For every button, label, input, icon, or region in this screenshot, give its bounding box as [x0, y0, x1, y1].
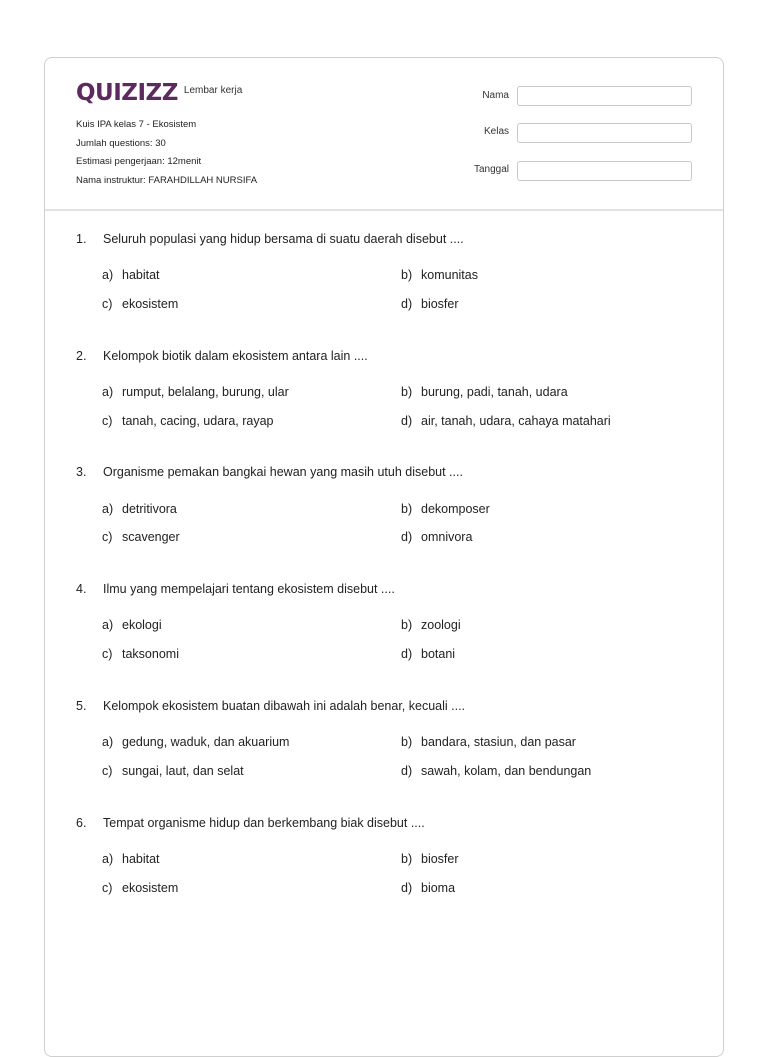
option-c[interactable]: c) ekosistem	[102, 297, 179, 311]
question-text: Organisme pemakan bangkai hewan yang masih utuh disebut ....	[103, 465, 463, 479]
question-number: 3.	[76, 465, 87, 479]
question-2	[76, 349, 696, 428]
option-c[interactable]: c) sungai, laut, dan selat	[102, 764, 244, 778]
option-b[interactable]: b) biosfer	[401, 852, 459, 866]
brand	[76, 80, 242, 106]
date-field[interactable]	[517, 161, 692, 181]
question-text: Kelompok biotik dalam ekosistem antara lain ....	[103, 349, 368, 363]
question-number: 1.	[76, 232, 87, 246]
date-label: Tanggal	[473, 164, 509, 175]
question-5	[76, 699, 696, 778]
question-number: 2.	[76, 349, 87, 363]
option-d[interactable]: d) omnivora	[401, 530, 473, 544]
sheet-type-label: Lembar kerja	[183, 85, 243, 96]
question-4	[76, 582, 696, 661]
option-c[interactable]: c) ekosistem	[102, 881, 179, 895]
option-b[interactable]: b) zoologi	[401, 618, 461, 632]
option-a[interactable]: a) gedung, waduk, dan akuarium	[102, 735, 290, 749]
question-text: Tempat organisme hidup dan berkembang biak disebut ....	[103, 816, 425, 830]
option-c[interactable]: c) scavenger	[102, 530, 180, 544]
option-b[interactable]: b) dekomposer	[401, 502, 490, 516]
name-label: Nama	[482, 90, 509, 101]
instructor-name: Nama instruktur: FARAHDILLAH NURSIFA	[76, 174, 258, 186]
question-text: Seluruh populasi yang hidup bersama di suatu daerah disebut ....	[103, 232, 464, 246]
option-b[interactable]: b) burung, padi, tanah, udara	[401, 385, 568, 399]
question-text: Ilmu yang mempelajari tentang ekosistem disebut ....	[103, 582, 395, 596]
question-text: Kelompok ekosistem buatan dibawah ini adalah benar, kecuali ....	[103, 699, 466, 713]
option-b[interactable]: b) bandara, stasiun, dan pasar	[401, 735, 576, 749]
name-field[interactable]	[517, 86, 692, 106]
option-a[interactable]: a) ekologi	[102, 618, 162, 632]
option-c[interactable]: c) taksonomi	[102, 647, 179, 661]
option-d[interactable]: d) sawah, kolam, dan bendungan	[401, 764, 592, 778]
option-a[interactable]: a) rumput, belalang, burung, ular	[102, 385, 289, 399]
question-number: 6.	[76, 816, 87, 830]
class-field[interactable]	[517, 123, 692, 143]
question-number: 4.	[76, 582, 87, 596]
question-3	[76, 465, 696, 544]
estimated-time: Estimasi pengerjaan: 12menit	[76, 156, 202, 167]
option-a[interactable]: a) detritivora	[102, 502, 177, 516]
worksheet	[44, 57, 724, 1057]
question-6	[76, 816, 696, 895]
option-a[interactable]: a) habitat	[102, 268, 160, 282]
class-label: Kelas	[483, 126, 509, 137]
option-d[interactable]: d) biosfer	[401, 297, 459, 311]
option-d[interactable]: d) botani	[401, 647, 456, 661]
quizizz-logo: QUIZIZZ	[76, 80, 178, 106]
question-1	[76, 232, 696, 311]
question-count: Jumlah questions: 30	[76, 137, 166, 149]
option-b[interactable]: b) komunitas	[401, 268, 478, 282]
option-a[interactable]: a) habitat	[102, 852, 160, 866]
worksheet-header	[45, 58, 723, 211]
quiz-meta	[76, 116, 257, 190]
quiz-title: Kuis IPA kelas 7 - Ekosistem	[76, 119, 197, 130]
option-c[interactable]: c) tanah, cacing, udara, rayap	[102, 414, 274, 428]
option-d[interactable]: d) air, tanah, udara, cahaya matahari	[401, 414, 611, 428]
option-d[interactable]: d) bioma	[401, 881, 456, 895]
question-number: 5.	[76, 699, 87, 713]
